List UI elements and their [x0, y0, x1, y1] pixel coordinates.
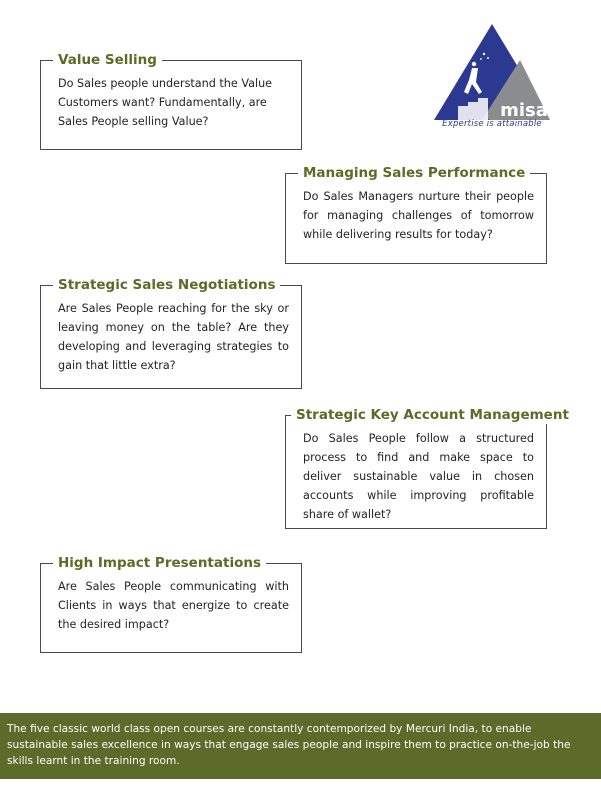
footer-banner [0, 713, 601, 779]
course-description: Do Sales People follow a structured process to find and make space to deliver sustainable value in chosen accounts while improving profitable share of wallet? [303, 432, 534, 521]
course-title: High Impact Presentations [53, 554, 266, 572]
course-description: Do Sales Managers nurture their people for managing challenges of tomorrow while delivering results for today? [303, 190, 534, 241]
course-description: Are Sales People reaching for the sky or leaving money on the table? Are they developing and leveraging strategies to gain that little extra? [58, 302, 289, 372]
course-title: Managing Sales Performance [298, 164, 530, 182]
course-card-strategic-key-account-management [285, 407, 569, 529]
logo-tagline: Expertise is attainable [442, 119, 542, 129]
course-description: Are Sales People communicating with Clients in ways that energize to create the desired impact? [58, 580, 289, 631]
logo-brand-text: misa [500, 100, 548, 121]
course-card-value-selling [40, 52, 302, 150]
course-title: Strategic Key Account Management [291, 406, 574, 424]
footer-text: The five classic world class open courses are constantly contemporized by Mercuri India, to enable sustainable sales excellence in ways that engage sales people and inspire them to practice on-the-job the skills learnt in the training room. [7, 723, 571, 767]
course-card-high-impact-presentations [40, 555, 302, 653]
misa-logo-mark [434, 24, 550, 132]
course-description: Do Sales people understand the Value Customers want? Fundamentally, are Sales People selling Value? [58, 77, 273, 128]
course-card-strategic-sales-negotiations [40, 277, 302, 389]
course-title: Strategic Sales Negotiations [53, 276, 280, 294]
course-title: Value Selling [53, 51, 162, 69]
course-card-managing-sales-performance [285, 165, 547, 264]
